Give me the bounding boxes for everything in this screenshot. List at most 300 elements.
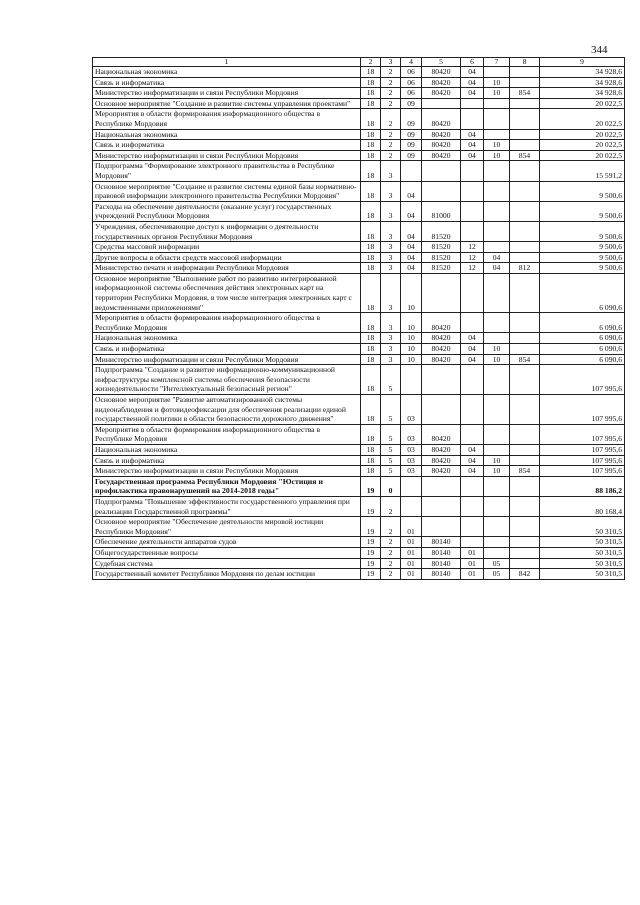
department-code xyxy=(510,140,540,151)
measure-code: 04 xyxy=(401,263,422,274)
subprogram-code: 2 xyxy=(381,88,401,99)
subdivision-code: 10 xyxy=(484,88,510,99)
subprogram-code: 3 xyxy=(381,313,401,333)
department-code: 854 xyxy=(510,354,540,365)
row-name: Другие вопросы в области средств массовой информации xyxy=(93,252,361,263)
table-row xyxy=(93,201,625,221)
section-code: 18 xyxy=(361,161,381,181)
table-row xyxy=(93,263,625,274)
division-code xyxy=(461,109,484,129)
division-code: 04 xyxy=(461,129,484,140)
row-name: Подпрограмма "Повышение эффективности государственного управления при реализации Государственной программы" xyxy=(93,496,361,516)
department-code: 812 xyxy=(510,263,540,274)
section-code: 19 xyxy=(361,569,381,580)
subprogram-code: 2 xyxy=(381,558,401,569)
target-code: 80420 xyxy=(422,424,461,444)
table-row xyxy=(93,496,625,516)
row-name: Связь и информатика xyxy=(93,140,361,151)
subprogram-code: 3 xyxy=(381,263,401,274)
table-row xyxy=(93,98,625,109)
table-row xyxy=(93,395,625,425)
division-code xyxy=(461,395,484,425)
subdivision-code: 10 xyxy=(484,140,510,151)
target-code xyxy=(422,496,461,516)
subdivision-code xyxy=(484,517,510,537)
measure-code: 04 xyxy=(401,181,422,201)
column-header: 4 xyxy=(401,58,422,67)
department-code xyxy=(510,547,540,558)
department-code: 854 xyxy=(510,150,540,161)
measure-code: 03 xyxy=(401,444,422,455)
table-row xyxy=(93,569,625,580)
section-code: 18 xyxy=(361,395,381,425)
target-code xyxy=(422,161,461,181)
subdivision-code: 05 xyxy=(484,558,510,569)
amount-value: 107 995,6 xyxy=(540,424,625,444)
division-code xyxy=(461,313,484,333)
division-code: 04 xyxy=(461,140,484,151)
section-code: 18 xyxy=(361,242,381,253)
department-code xyxy=(510,537,540,548)
amount-value: 9 500,6 xyxy=(540,242,625,253)
row-name: Министерство печати и информации Республики Мордовия xyxy=(93,263,361,274)
measure-code: 10 xyxy=(401,344,422,355)
subdivision-code xyxy=(484,221,510,241)
target-code: 81520 xyxy=(422,252,461,263)
row-name: Основное мероприятие "Обеспечение деятельности мировой юстиции Республики Мордовия" xyxy=(93,517,361,537)
measure-code xyxy=(401,496,422,516)
subdivision-code xyxy=(484,201,510,221)
section-code: 18 xyxy=(361,263,381,274)
department-code xyxy=(510,98,540,109)
measure-code: 04 xyxy=(401,242,422,253)
division-code xyxy=(461,496,484,516)
subdivision-code xyxy=(484,67,510,78)
division-code: 04 xyxy=(461,77,484,88)
column-header: 1 xyxy=(93,58,361,67)
division-code: 04 xyxy=(461,67,484,78)
section-code: 19 xyxy=(361,547,381,558)
division-code: 12 xyxy=(461,263,484,274)
subdivision-code: 10 xyxy=(484,150,510,161)
subprogram-code: 3 xyxy=(381,221,401,241)
subprogram-code: 3 xyxy=(381,344,401,355)
division-code: 12 xyxy=(461,252,484,263)
table-row xyxy=(93,181,625,201)
target-code: 80420 xyxy=(422,109,461,129)
department-code xyxy=(510,395,540,425)
measure-code: 01 xyxy=(401,569,422,580)
subdivision-code: 10 xyxy=(484,77,510,88)
row-name: Мероприятия в области формирования информационного общества в Республике Мордовия xyxy=(93,313,361,333)
table-row xyxy=(93,252,625,263)
amount-value: 9 500,6 xyxy=(540,252,625,263)
measure-code: 03 xyxy=(401,395,422,425)
subdivision-code xyxy=(484,496,510,516)
section-code: 18 xyxy=(361,98,381,109)
row-name: Национальная экономика xyxy=(93,444,361,455)
measure-code: 09 xyxy=(401,109,422,129)
subprogram-code: 2 xyxy=(381,547,401,558)
table-row xyxy=(93,558,625,569)
amount-value: 20 022,5 xyxy=(540,98,625,109)
amount-value: 107 995,6 xyxy=(540,466,625,477)
section-code: 18 xyxy=(361,273,381,312)
subdivision-code xyxy=(484,537,510,548)
amount-value: 34 928,6 xyxy=(540,77,625,88)
table-row xyxy=(93,161,625,181)
subdivision-code xyxy=(484,395,510,425)
department-code xyxy=(510,252,540,263)
measure-code: 10 xyxy=(401,313,422,333)
amount-value: 9 500,6 xyxy=(540,181,625,201)
amount-value: 15 591,2 xyxy=(540,161,625,181)
column-header: 3 xyxy=(381,58,401,67)
amount-value: 9 500,6 xyxy=(540,263,625,274)
subprogram-code: 3 xyxy=(381,181,401,201)
measure-code xyxy=(401,161,422,181)
target-code: 81520 xyxy=(422,221,461,241)
target-code: 80420 xyxy=(422,344,461,355)
table-row xyxy=(93,537,625,548)
row-name: Основное мероприятие "Создание и развитие системы единой базы нормативно-правовой информации электронного правительства Республики Мордовия" xyxy=(93,181,361,201)
subdivision-code xyxy=(484,181,510,201)
table-row xyxy=(93,365,625,395)
target-code: 80420 xyxy=(422,150,461,161)
table-row xyxy=(93,354,625,365)
subprogram-code: 5 xyxy=(381,444,401,455)
section-code: 18 xyxy=(361,344,381,355)
target-code: 80140 xyxy=(422,569,461,580)
amount-value: 88 186,2 xyxy=(540,476,625,496)
amount-value: 20 022,5 xyxy=(540,109,625,129)
section-code: 18 xyxy=(361,150,381,161)
department-code xyxy=(510,77,540,88)
subprogram-code: 3 xyxy=(381,252,401,263)
table-row xyxy=(93,547,625,558)
section-code: 18 xyxy=(361,444,381,455)
department-code: 854 xyxy=(510,466,540,477)
amount-value: 9 500,6 xyxy=(540,221,625,241)
section-code: 18 xyxy=(361,221,381,241)
target-code: 80420 xyxy=(422,455,461,466)
amount-value: 107 995,6 xyxy=(540,455,625,466)
table-row xyxy=(93,444,625,455)
row-name: Подпрограмма "Формирование электронного правительства в Республике Мордовия" xyxy=(93,161,361,181)
row-name: Связь и информатика xyxy=(93,455,361,466)
column-header: 8 xyxy=(510,58,540,67)
measure-code: 04 xyxy=(401,252,422,263)
target-code: 80420 xyxy=(422,140,461,151)
department-code xyxy=(510,181,540,201)
amount-value: 6 090,6 xyxy=(540,344,625,355)
amount-value: 50 310,5 xyxy=(540,547,625,558)
target-code: 81000 xyxy=(422,201,461,221)
row-name: Национальная экономика xyxy=(93,67,361,78)
measure-code xyxy=(401,365,422,395)
measure-code: 09 xyxy=(401,150,422,161)
subdivision-code xyxy=(484,313,510,333)
section-code: 18 xyxy=(361,88,381,99)
target-code xyxy=(422,365,461,395)
department-code xyxy=(510,344,540,355)
amount-value: 6 090,6 xyxy=(540,273,625,312)
column-header: 2 xyxy=(361,58,381,67)
measure-code: 03 xyxy=(401,424,422,444)
section-code: 18 xyxy=(361,67,381,78)
section-code: 19 xyxy=(361,558,381,569)
measure-code: 06 xyxy=(401,77,422,88)
department-code xyxy=(510,517,540,537)
row-name: Связь и информатика xyxy=(93,77,361,88)
department-code xyxy=(510,455,540,466)
target-code: 80420 xyxy=(422,333,461,344)
table-row xyxy=(93,140,625,151)
division-code xyxy=(461,98,484,109)
division-code xyxy=(461,181,484,201)
row-name: Государственный комитет Республики Мордовия по делам юстиции xyxy=(93,569,361,580)
target-code: 81520 xyxy=(422,263,461,274)
table-row xyxy=(93,67,625,78)
section-code: 18 xyxy=(361,140,381,151)
column-header: 6 xyxy=(461,58,484,67)
measure-code: 01 xyxy=(401,547,422,558)
subprogram-code: 5 xyxy=(381,466,401,477)
amount-value: 50 310,5 xyxy=(540,517,625,537)
section-code: 19 xyxy=(361,476,381,496)
measure-code: 03 xyxy=(401,466,422,477)
department-code xyxy=(510,67,540,78)
target-code xyxy=(422,476,461,496)
table-row xyxy=(93,476,625,496)
measure-code: 06 xyxy=(401,88,422,99)
measure-code: 10 xyxy=(401,333,422,344)
department-code xyxy=(510,201,540,221)
measure-code: 04 xyxy=(401,221,422,241)
section-code: 18 xyxy=(361,333,381,344)
section-code: 18 xyxy=(361,455,381,466)
target-code: 80420 xyxy=(422,354,461,365)
department-code xyxy=(510,313,540,333)
row-name: Подпрограмма "Создание и развитие информационно-коммуникационной инфраструктуры комплексной системы обеспечения безопасности жизнедеятельности "Интеллектуальный безопасный регион" xyxy=(93,365,361,395)
measure-code: 03 xyxy=(401,455,422,466)
amount-value: 20 022,5 xyxy=(540,150,625,161)
row-name: Национальная экономика xyxy=(93,333,361,344)
target-code xyxy=(422,98,461,109)
subprogram-code: 2 xyxy=(381,496,401,516)
budget-table xyxy=(92,57,625,580)
subprogram-code: 3 xyxy=(381,161,401,181)
amount-value: 80 168,4 xyxy=(540,496,625,516)
section-code: 18 xyxy=(361,466,381,477)
row-name: Мероприятия в области формирования информационного общества в Республике Мордовия xyxy=(93,424,361,444)
subprogram-code: 2 xyxy=(381,67,401,78)
subdivision-code xyxy=(484,273,510,312)
subdivision-code: 10 xyxy=(484,466,510,477)
subdivision-code xyxy=(484,365,510,395)
row-name: Основное мероприятие "Развитие автоматизированной системы видеонаблюдения и фотовидеофиксации для обеспечения реализации единой государственной политики в области безопасности дорожного движения" xyxy=(93,395,361,425)
table-row xyxy=(93,313,625,333)
amount-value: 34 928,6 xyxy=(540,67,625,78)
department-code xyxy=(510,129,540,140)
division-code xyxy=(461,476,484,496)
subdivision-code xyxy=(484,333,510,344)
subprogram-code: 5 xyxy=(381,455,401,466)
subprogram-code: 2 xyxy=(381,150,401,161)
table-row xyxy=(93,466,625,477)
section-code: 18 xyxy=(361,252,381,263)
division-code xyxy=(461,424,484,444)
amount-value: 50 310,5 xyxy=(540,558,625,569)
table-row xyxy=(93,517,625,537)
column-header: 5 xyxy=(422,58,461,67)
section-code: 18 xyxy=(361,109,381,129)
section-code: 18 xyxy=(361,201,381,221)
row-name: Министерство информатизации и связи Республики Мордовия xyxy=(93,88,361,99)
section-code: 18 xyxy=(361,354,381,365)
division-code xyxy=(461,161,484,181)
department-code: 842 xyxy=(510,569,540,580)
amount-value: 34 928,6 xyxy=(540,88,625,99)
table-row xyxy=(93,221,625,241)
row-name: Обеспечение деятельности аппаратов судов xyxy=(93,537,361,548)
amount-value: 107 995,6 xyxy=(540,365,625,395)
department-code xyxy=(510,365,540,395)
subprogram-code: 3 xyxy=(381,354,401,365)
subprogram-code: 5 xyxy=(381,365,401,395)
target-code xyxy=(422,273,461,312)
row-name: Средства массовой информации xyxy=(93,242,361,253)
column-header: 9 xyxy=(540,58,625,67)
section-code: 18 xyxy=(361,77,381,88)
subprogram-code: 3 xyxy=(381,273,401,312)
target-code: 80420 xyxy=(422,466,461,477)
target-code: 80420 xyxy=(422,129,461,140)
department-code xyxy=(510,476,540,496)
division-code: 12 xyxy=(461,242,484,253)
table-row xyxy=(93,455,625,466)
column-header: 7 xyxy=(484,58,510,67)
target-code: 80140 xyxy=(422,558,461,569)
subdivision-code: 05 xyxy=(484,569,510,580)
section-code: 19 xyxy=(361,496,381,516)
subdivision-code: 04 xyxy=(484,263,510,274)
target-code xyxy=(422,181,461,201)
measure-code: 01 xyxy=(401,558,422,569)
division-code xyxy=(461,365,484,395)
target-code: 80420 xyxy=(422,88,461,99)
section-code: 19 xyxy=(361,517,381,537)
subprogram-code: 5 xyxy=(381,424,401,444)
table-row xyxy=(93,109,625,129)
row-name: Мероприятия в области формирования информационного общества в Республике Мордовия xyxy=(93,109,361,129)
subprogram-code: 3 xyxy=(381,333,401,344)
division-code xyxy=(461,221,484,241)
subprogram-code: 0 xyxy=(381,476,401,496)
subdivision-code: 10 xyxy=(484,354,510,365)
table-row xyxy=(93,273,625,312)
amount-value: 107 995,6 xyxy=(540,395,625,425)
subdivision-code xyxy=(484,242,510,253)
row-name: Расходы на обеспечение деятельности (оказание услуг) государственных учреждений Республики Мордовия xyxy=(93,201,361,221)
amount-value: 6 090,6 xyxy=(540,313,625,333)
amount-value: 107 995,6 xyxy=(540,444,625,455)
page-number: 344 xyxy=(591,44,608,56)
subprogram-code: 2 xyxy=(381,140,401,151)
subprogram-code: 3 xyxy=(381,201,401,221)
amount-value: 50 310,5 xyxy=(540,537,625,548)
subdivision-code xyxy=(484,161,510,181)
division-code: 04 xyxy=(461,333,484,344)
subdivision-code xyxy=(484,129,510,140)
target-code xyxy=(422,517,461,537)
subdivision-code xyxy=(484,547,510,558)
table-row xyxy=(93,150,625,161)
division-code: 04 xyxy=(461,455,484,466)
subprogram-code: 3 xyxy=(381,242,401,253)
department-code xyxy=(510,558,540,569)
division-code: 04 xyxy=(461,444,484,455)
division-code xyxy=(461,517,484,537)
department-code xyxy=(510,273,540,312)
row-name: Министерство информатизации и связи Республики Мордовия xyxy=(93,150,361,161)
division-code xyxy=(461,201,484,221)
row-name: Государственная программа Республики Мордовия "Юстиция и профилактика правонарушений на 2014-2018 годы" xyxy=(93,476,361,496)
target-code: 80140 xyxy=(422,537,461,548)
subprogram-code: 2 xyxy=(381,109,401,129)
row-name: Учреждения, обеспечивающие доступ к информации о деятельности государственных органов Республики Мордовия xyxy=(93,221,361,241)
department-code xyxy=(510,496,540,516)
measure-code: 06 xyxy=(401,67,422,78)
table-row xyxy=(93,333,625,344)
subprogram-code: 2 xyxy=(381,537,401,548)
department-code xyxy=(510,424,540,444)
target-code: 80140 xyxy=(422,547,461,558)
division-code: 01 xyxy=(461,558,484,569)
section-code: 18 xyxy=(361,424,381,444)
amount-value: 20 022,5 xyxy=(540,140,625,151)
target-code xyxy=(422,395,461,425)
department-code: 854 xyxy=(510,88,540,99)
division-code xyxy=(461,273,484,312)
measure-code xyxy=(401,476,422,496)
measure-code: 04 xyxy=(401,201,422,221)
measure-code: 09 xyxy=(401,98,422,109)
row-name: Связь и информатика xyxy=(93,344,361,355)
subprogram-code: 5 xyxy=(381,395,401,425)
division-code xyxy=(461,537,484,548)
row-name: Национальная экономика xyxy=(93,129,361,140)
amount-value: 20 022,5 xyxy=(540,129,625,140)
subdivision-code xyxy=(484,98,510,109)
row-name: Основное мероприятие "Выполнение работ по развитию интегрированной информационной системы обеспечения действия электронных карт на территории Республики Мордовия, в том числе интеграция электронных карт с ведомственными приложениями" xyxy=(93,273,361,312)
section-code: 18 xyxy=(361,313,381,333)
row-name: Судебная система xyxy=(93,558,361,569)
table-row xyxy=(93,77,625,88)
row-name: Общегосударственные вопросы xyxy=(93,547,361,558)
department-code xyxy=(510,444,540,455)
subprogram-code: 2 xyxy=(381,569,401,580)
department-code xyxy=(510,242,540,253)
row-name: Основное мероприятие "Создание и развитие системы управления проектами" xyxy=(93,98,361,109)
section-code: 19 xyxy=(361,537,381,548)
division-code: 04 xyxy=(461,150,484,161)
division-code: 01 xyxy=(461,547,484,558)
target-code: 81520 xyxy=(422,242,461,253)
row-name: Министерство информатизации и связи Республики Мордовия xyxy=(93,466,361,477)
subdivision-code: 10 xyxy=(484,455,510,466)
table-row xyxy=(93,129,625,140)
